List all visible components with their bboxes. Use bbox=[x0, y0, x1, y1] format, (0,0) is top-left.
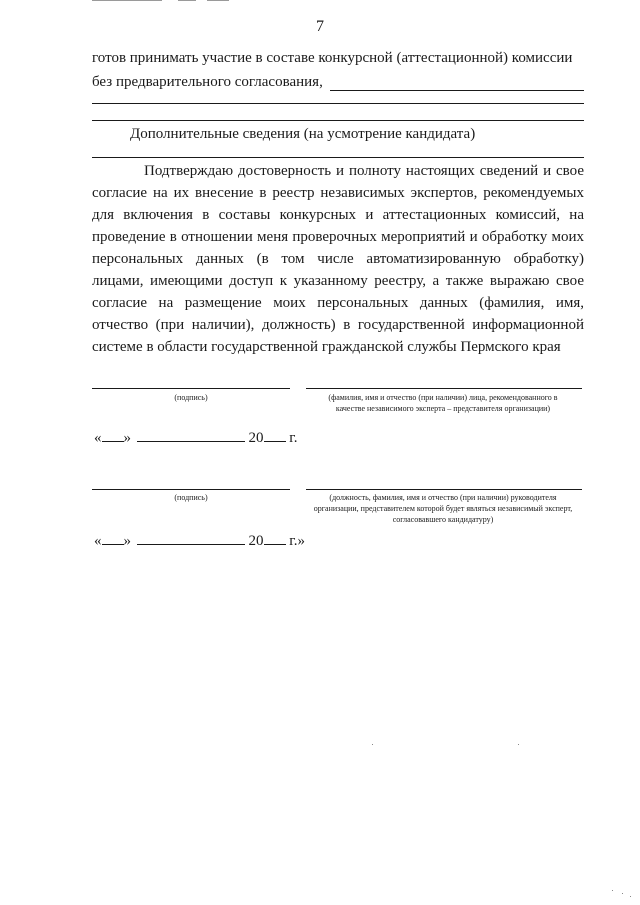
day-blank bbox=[102, 543, 124, 545]
name-line bbox=[306, 388, 582, 389]
date-close-quote: » bbox=[123, 430, 131, 446]
scan-speck bbox=[372, 744, 373, 745]
signature-caption: (подпись) bbox=[174, 493, 208, 502]
scan-artifact-line bbox=[178, 0, 196, 1]
blank-line bbox=[92, 103, 584, 104]
scan-speck bbox=[622, 893, 623, 894]
scan-speck bbox=[630, 896, 631, 897]
confirmation-paragraph: Подтверждаю достоверность и полноту настоящих сведений и свое согласие на их внесение в реестр независимых экспертов, рекомендуемых для включения в составы конкурсных и аттестационных комиссий, на проведение в отношении меня проверочных мероприятий и обработку моих персональных данных (в том числе автоматизированную обработку) лицами, имеющими доступ к указанному реестру, а также выражаю свое согласие на размещение моих персональных данных (фамилия, имя, отчество (при наличии), должность) в государственной информационной системе в области государственной гражданской службы Пермского края bbox=[92, 163, 584, 355]
scan-artifact-line bbox=[207, 0, 229, 1]
date-open-quote: « bbox=[94, 533, 102, 549]
scan-speck bbox=[518, 744, 519, 745]
year-prefix: 20 bbox=[248, 533, 264, 549]
date-row bbox=[94, 430, 297, 447]
position-caption: (должность, фамилия, имя и отчество (при наличии) руководителя организации, представителем которой будет являться независимый эксперт, согласовавшего кандидатуру) bbox=[313, 493, 573, 524]
scan-speck bbox=[612, 890, 613, 891]
date-row bbox=[94, 533, 305, 550]
scan-artifact-line bbox=[92, 0, 162, 1]
page-number: 7 bbox=[316, 18, 324, 35]
year-prefix: 20 bbox=[248, 430, 264, 446]
position-line bbox=[306, 489, 582, 490]
month-blank bbox=[137, 440, 245, 442]
consent-line-2: без предварительного согласования, bbox=[92, 74, 323, 90]
consent-fill-line bbox=[330, 90, 584, 91]
signature-line bbox=[92, 489, 290, 490]
additional-info-heading: Дополнительные сведения (на усмотрение кандидата) bbox=[130, 126, 476, 142]
name-caption: (фамилия, имя и отчество (при наличии) лица, рекомендованного в качестве независимого эксперта – представителя организации) bbox=[328, 393, 558, 413]
signature-caption: (подпись) bbox=[174, 393, 208, 402]
additional-info-line bbox=[92, 157, 584, 158]
year-blank bbox=[264, 440, 286, 442]
blank-line bbox=[92, 120, 584, 121]
year-blank bbox=[264, 543, 286, 545]
signature-line bbox=[92, 388, 290, 389]
year-suffix: г.» bbox=[289, 533, 305, 549]
date-close-quote: » bbox=[123, 533, 131, 549]
date-open-quote: « bbox=[94, 430, 102, 446]
year-suffix: г. bbox=[289, 430, 298, 446]
consent-line-1: готов принимать участие в составе конкурсной (аттестационной) комиссии bbox=[92, 50, 573, 66]
day-blank bbox=[102, 440, 124, 442]
month-blank bbox=[137, 543, 245, 545]
